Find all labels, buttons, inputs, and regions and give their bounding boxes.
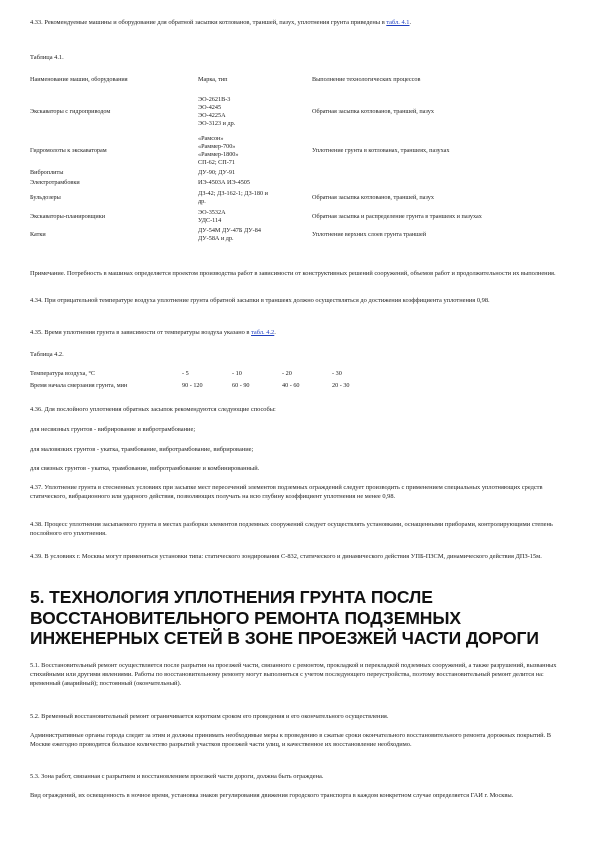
machine-models (198, 226, 312, 244)
table-row (30, 168, 570, 178)
table-cell: - 30 (332, 370, 342, 377)
model-line: др. (198, 198, 206, 205)
machine-models (198, 188, 312, 208)
table-cell: 90 - 120 (182, 382, 203, 389)
method-item: для маловязких грунтов - укатка, трамбование, вибротрамбование, вибрирование; (30, 446, 254, 453)
model-line: ЭО-2621В-3 (198, 96, 231, 103)
table-row (30, 380, 382, 392)
machine-process: Обратная засыпка котлованов, траншей, пазух (312, 108, 434, 115)
paragraph-5-1: 5.1. Восстановительный ремонт осуществляется после разрытия на проезжей части, связанного с ремонтом, прокладкой и перекладкой подземных сооружений, а также разрушений, вызванных стихийными или другими явлениями. Работы по восстановительному ремонту могут выполняться с учетом последующего переустройства, поэтому восстановительный ремонт делится на: временный (аварийный); постоянный (окончательный). (30, 662, 557, 688)
paragraph-4-36: 4.36. Для послойного уплотнения обратных засыпок рекомендуются следующие способы: (30, 406, 276, 413)
table-row (30, 178, 570, 188)
machine-models (198, 134, 312, 168)
machine-process: Обратная засыпка и распределение грунта в траншеях и пазухах (312, 213, 482, 220)
table-4-1-link[interactable]: табл. 4.1 (386, 19, 410, 26)
heading-line: 5. ТЕХНОЛОГИЯ УПЛОТНЕНИЯ ГРУНТА ПОСЛЕ (30, 587, 433, 607)
model-line: ДУ-90; ДУ-91 (198, 169, 236, 176)
model-line: ДУ-58А и др. (198, 235, 234, 242)
model-line: ДЗ-42; ДЗ-162-1; ДЗ-180 и (198, 190, 268, 197)
model-line: УДС-114 (198, 217, 222, 224)
machine-process: Уплотнение верхних слоев грунта траншей (312, 231, 427, 238)
table-row (30, 208, 570, 226)
table-row (30, 134, 570, 168)
machine-process (312, 178, 570, 188)
model-line: СП-62; СП-71 (198, 159, 235, 166)
machine-name: Гидромолоты к экскаваторам (30, 147, 107, 154)
table-4-1-caption: Таблица 4.1. (30, 54, 64, 61)
table-row (30, 188, 570, 208)
machine-name: Бульдозеры (30, 194, 61, 201)
model-line: ЭО-3532А (198, 209, 226, 216)
machine-process: Уплотнение грунта в котлованах, траншеях, пазухах (312, 147, 450, 154)
column-header: Выполнение технологических процессов (312, 76, 421, 83)
column-header: Наименование машин, оборудования (30, 76, 128, 83)
table-cell: 20 - 30 (332, 382, 350, 389)
table-4-1 (30, 70, 570, 244)
paragraph-4-34: 4.34. При отрицательной температуре воздуха уплотнение грунта обратной засыпки в траншеях должно осуществляться до достижения коэффициента уплотнения 0,98. (30, 297, 490, 304)
paragraph-4-39: 4.39. В условиях г. Москвы могут применяться установки типа: статического зондирования С-832, статического и динамического действия УПБ-ПЗСМ, динамического действия ДПЗ-15м. (30, 553, 542, 560)
table-row (30, 368, 382, 380)
paragraph-4-37: 4.37. Уплотнение грунта в стесненных условиях при засыпке мест пересечений элементов подземных ограждений следует производить с применением специальных уплотняющих средств статического, вибрационного или ударного действия, позволяющих получать на всю глубину коэффициент уплотнения не менее 0,98. (30, 484, 543, 501)
table-cell: - 5 (182, 370, 189, 377)
paragraph-5-3-continued: Вид ограждений, их освещенность в ночное время, установка знаков регулирования движения городского транспорта в каждом конкретном случае определяется ГАИ г. Москвы. (30, 792, 514, 799)
model-line: ИЭ-4503А ИЭ-4505 (198, 179, 250, 186)
column-header: Марка, тип (198, 76, 228, 83)
paragraph-4-33: 4.33. Рекомендуемые машины и оборудование для обратной засыпки котлованов, траншей, пазух, уплотнения грунта приведены в табл. 4.1. (30, 19, 412, 26)
machine-name: Экскаваторы с гидроприводом (30, 108, 111, 115)
method-item: для связных грунтов - укатка, трамбование, вибротрамбование и комбинированный. (30, 465, 260, 472)
machine-process (312, 168, 570, 178)
table-cell: - 10 (232, 370, 242, 377)
section-5-heading (30, 587, 575, 649)
machine-models (198, 168, 312, 178)
machine-models (198, 90, 312, 134)
model-line: ЭО-4245 (198, 104, 222, 111)
table-header-row (30, 70, 570, 90)
model-line: ЭО-3123 и др. (198, 120, 236, 127)
table-row (30, 90, 570, 134)
paragraph-4-35: 4.35. Время уплотнения грунта в зависимости от температуры воздуха указано в табл. 4.2. (30, 329, 276, 336)
note: Примечание. Потребность в машинах определяется проектом производства работ в зависимости от конструктивных решений сооружений, объемов работ и продолжительности их выполнения. (30, 270, 556, 277)
table-cell: 60 - 90 (232, 382, 250, 389)
machine-name: Экскаваторы-планировщики (30, 213, 106, 220)
paragraph-5-2-continued: Административные органы города следят за этим и должны принимать необходимые меры к проведению в сжатые сроки окончательного восстановительного ремонта дорожных покрытий. В Москве ежегодно проводится большое количество разрытий участков проезжей части улиц, и качественное их восстановление необходимо. (30, 732, 552, 749)
table-4-2-caption: Таблица 4.2. (30, 351, 64, 358)
machine-models (198, 208, 312, 226)
model-line: «Раммер-1800» (198, 151, 239, 158)
model-line: «Рамсон» (198, 135, 224, 142)
machine-name: Катки (30, 231, 46, 238)
machine-name: Электротрамбовки (30, 179, 80, 186)
row-label: Температура воздуха, °С (30, 370, 96, 377)
row-label: Время начала смерзания грунта, мин (30, 382, 128, 389)
paragraph-4-38: 4.38. Процесс уплотнения засыпаемого грунта в местах разборки элементов подземных сооружений следует осуществлять установками, оснащенными приборами, контролирующими степень послойного его уплотнения. (30, 521, 553, 538)
machine-process: Обратная засыпка котлованов, траншей, пазух (312, 194, 434, 201)
model-line: ЭО-4225А (198, 112, 226, 119)
paragraph-5-3: 5.3. Зона работ, связанная с разрытием и восстановлением проезжей части дороги, должна быть ограждена. (30, 773, 324, 780)
model-line: «Раммер-700» (198, 143, 236, 150)
paragraph-5-2: 5.2. Временный восстановительный ремонт ограничивается коротким сроком его проведения и его окончательного осуществления. (30, 713, 389, 720)
table-cell: 40 - 60 (282, 382, 300, 389)
table-4-2 (30, 368, 382, 392)
machine-models (198, 178, 312, 188)
heading-line: ИНЖЕНЕРНЫХ СЕТЕЙ В ЗОНЕ ПРОЕЗЖЕЙ ЧАСТИ ДОРОГИ (30, 628, 539, 648)
table-row (30, 226, 570, 244)
table-cell: - 20 (282, 370, 292, 377)
heading-line: ВОССТАНОВИТЕЛЬНОГО РЕМОНТА ПОДЗЕМНЫХ (30, 607, 461, 628)
model-line: ДУ-54М ДУ-47Б ДУ-84 (198, 227, 261, 234)
machine-name: Виброплиты (30, 169, 64, 176)
table-4-2-link[interactable]: табл. 4.2 (251, 329, 275, 336)
method-item: для несвязных грунтов - вибрирование и вибротрамбование; (30, 426, 196, 433)
